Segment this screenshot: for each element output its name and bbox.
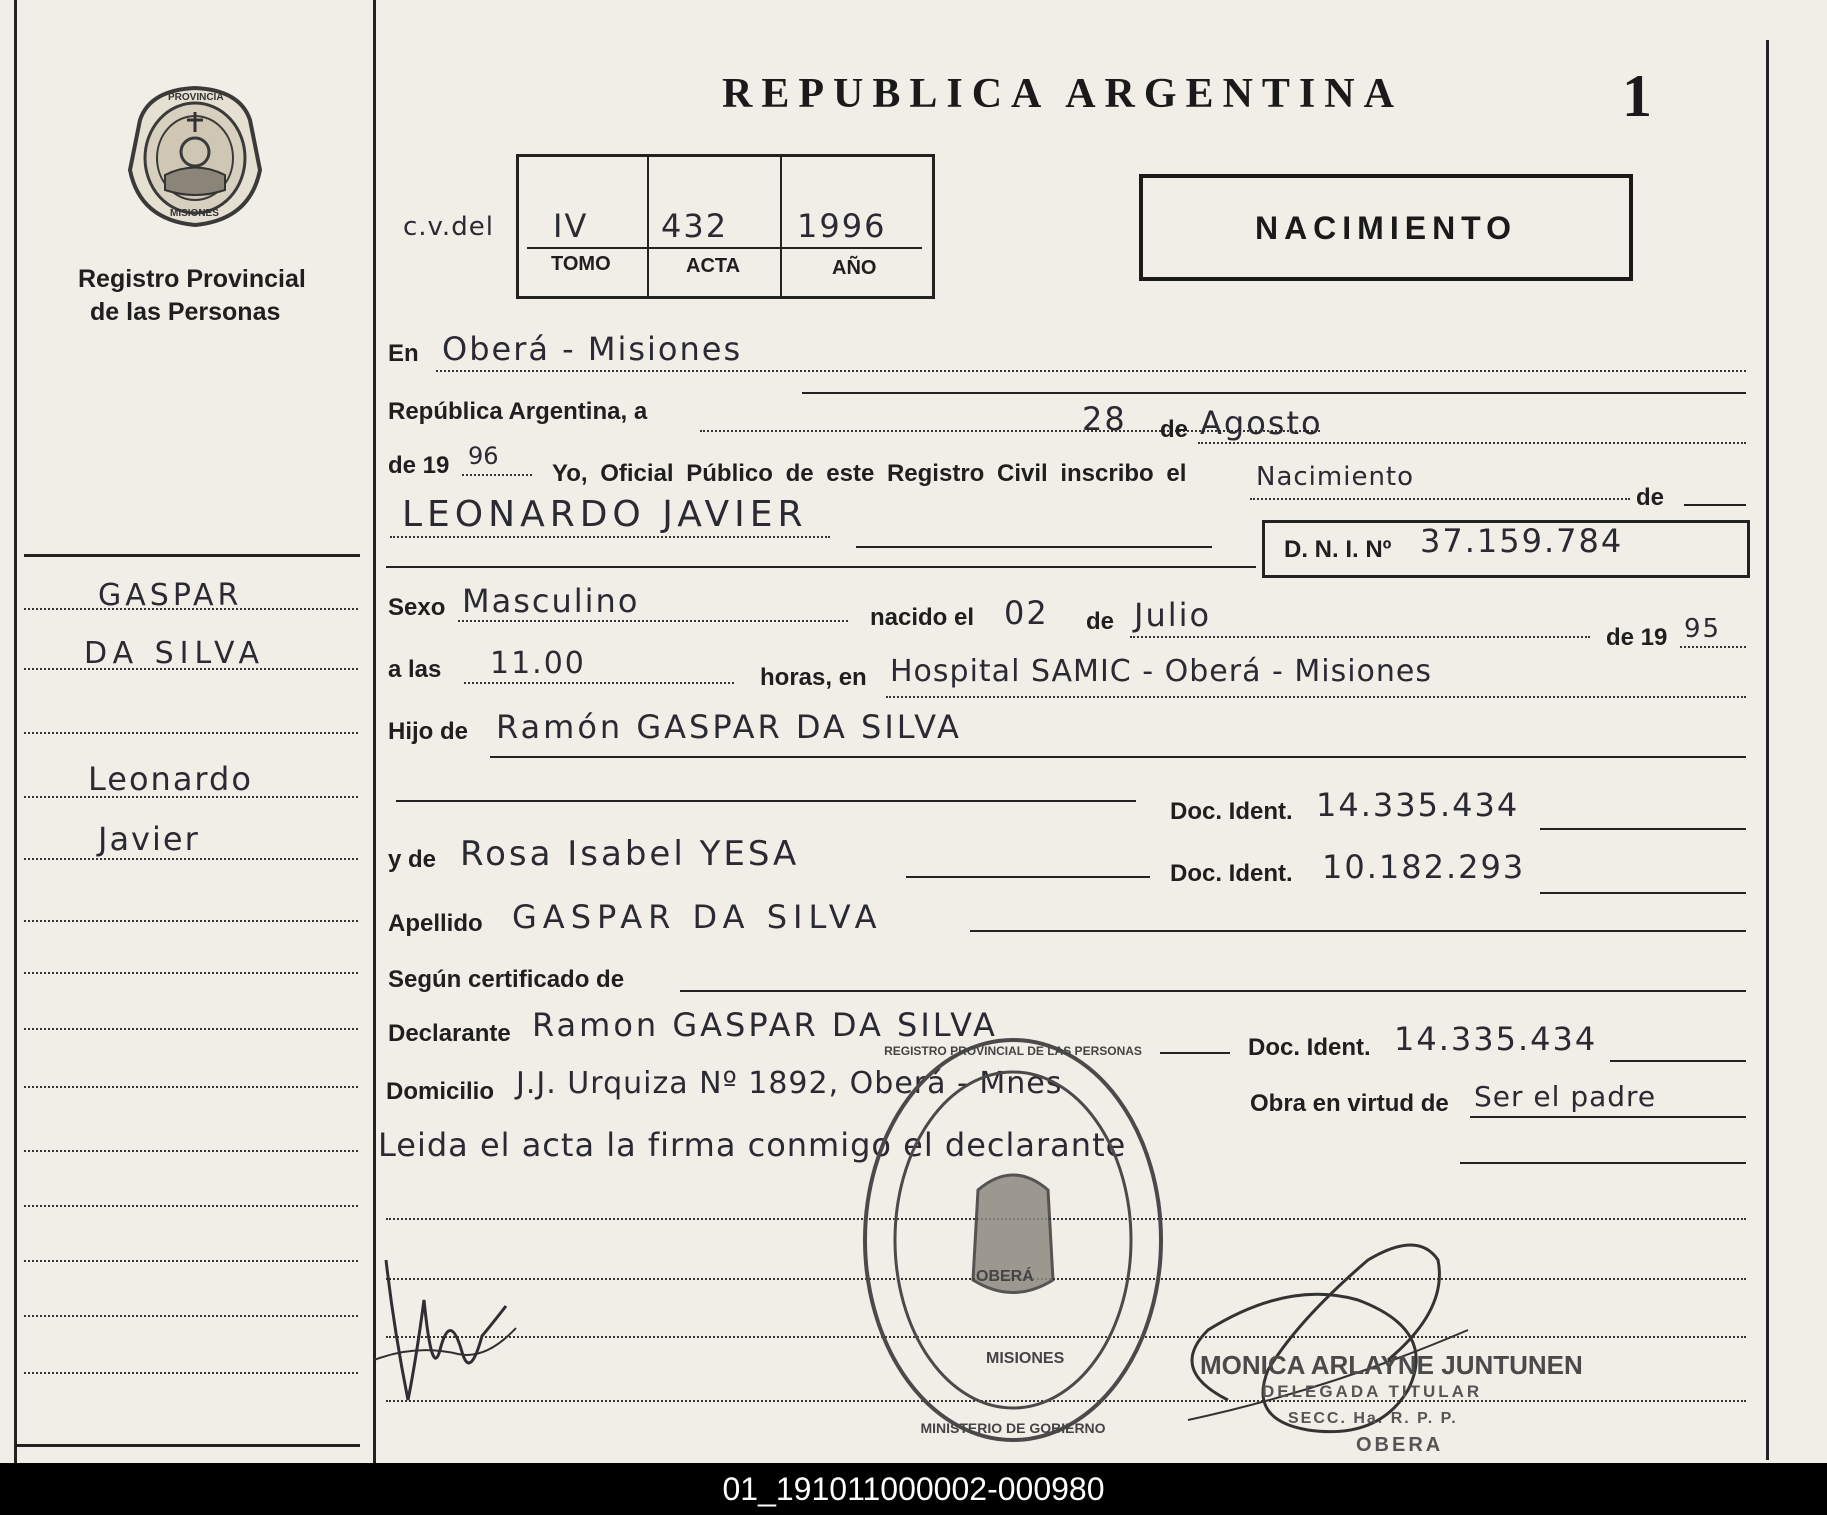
label-segun: Según certificado de (388, 966, 625, 993)
provincial-seal (120, 80, 270, 230)
value-dia: 28 (1082, 400, 1127, 438)
value-domicilio: J.J. Urquiza Nº 1892, Oberá - Mnes (516, 1066, 1063, 1101)
seal-text-top: PROVINCIA (168, 92, 224, 103)
margin-first-name-2: Javier (98, 820, 200, 858)
value-hora: 11.00 (490, 646, 586, 681)
signature-icon (366, 1240, 526, 1420)
left-column-top-rule (24, 554, 360, 557)
label-apellido: Apellido (388, 910, 483, 937)
right-border (1766, 40, 1769, 1460)
tomo-label: TOMO (551, 253, 611, 275)
stamp-ring-top: REGISTRO PROVINCIAL DE LAS PERSONAS (884, 1044, 1142, 1058)
label-de-ano: de 19 (388, 452, 450, 479)
margin-first-name-1: Leonardo (88, 760, 253, 798)
value-declarante-doc: 14.335.434 (1394, 1020, 1598, 1058)
ano-value: 1996 (797, 207, 887, 245)
value-acto: Nacimiento (1256, 462, 1415, 492)
value-padre: Ramón GASPAR DA SILVA (496, 708, 962, 746)
value-ano: 96 (468, 442, 499, 470)
value-apellido: GASPAR DA SILVA (512, 898, 883, 936)
value-nac-dia: 02 (1004, 594, 1049, 632)
value-lugar-nac: Hospital SAMIC - Oberá - Misiones (890, 654, 1433, 689)
label-declarante: Declarante (388, 1020, 511, 1047)
value-mes: Agosto (1200, 404, 1323, 442)
document-type-box (1139, 174, 1633, 281)
label-republica: República Argentina, a (388, 398, 648, 425)
label-en: En (388, 340, 419, 367)
label-nacido: nacido el (870, 604, 975, 631)
value-madre-doc: 10.182.293 (1322, 848, 1526, 886)
label-horas-en: horas, en (760, 664, 867, 691)
registry-name-line2: de las Personas (90, 298, 281, 326)
value-observacion: Leida el acta la firma conmigo el declarante (378, 1126, 1127, 1164)
official-role: DELEGADA TITULAR (1262, 1382, 1483, 1401)
label-a-las: a las (388, 656, 442, 683)
label-dni: D. N. I. Nº (1284, 536, 1392, 563)
left-column-border (14, 0, 17, 1463)
tomo-value: IV (553, 207, 589, 245)
stamp-icon (858, 1030, 1168, 1450)
label-sexo: Sexo (388, 594, 446, 621)
label-hijo-de: Hijo de (388, 718, 469, 745)
label-de-after: de (1636, 484, 1665, 511)
registration-table (516, 154, 935, 299)
label-oficial: Yo, Oficial Público de este Registro Civil inscribo el (552, 460, 1187, 487)
label-obra: Obra en virtud de (1250, 1090, 1449, 1117)
value-declarante: Ramon GASPAR DA SILVA (532, 1006, 998, 1044)
registration-prefix: c.v.del (403, 212, 494, 242)
label-y-de: y de (388, 846, 437, 873)
footer-identifier: 01_191011000002-000980 (0, 1463, 1827, 1515)
value-dni: 37.159.784 (1420, 522, 1624, 560)
value-madre: Rosa Isabel YESA (460, 834, 800, 874)
label-doc-ident-madre: Doc. Ident. (1170, 860, 1293, 887)
label-de-year: de 19 (1606, 624, 1668, 651)
value-nac-ano: 95 (1684, 614, 1722, 644)
margin-surname-1: GASPAR (98, 578, 243, 613)
page-number: 1 (1622, 63, 1652, 129)
label-doc-ident-padre: Doc. Ident. (1170, 798, 1293, 825)
label-domicilio: Domicilio (386, 1078, 495, 1105)
value-lugar: Oberá - Misiones (442, 330, 743, 368)
official-office: SECC. Ha. R. P. P. (1288, 1410, 1458, 1427)
declarant-signature (366, 1240, 526, 1420)
label-de-mes: de (1160, 416, 1189, 443)
label-doc-ident-declarante: Doc. Ident. (1248, 1034, 1371, 1061)
value-obra: Ser el padre (1474, 1080, 1657, 1113)
ano-label: AÑO (832, 257, 877, 279)
official-name: MONICA ARLAYNE JUNTUNEN (1200, 1350, 1583, 1380)
value-nac-mes: Julio (1134, 596, 1212, 634)
stamp-ring-bottom: MINISTERIO DE GOBIERNO (920, 1420, 1106, 1436)
value-padre-doc: 14.335.434 (1316, 786, 1520, 824)
stamp-center-1: OBERÁ (976, 1268, 1034, 1285)
margin-surname-2: DA SILVA (84, 636, 266, 671)
registry-name-line1: Registro Provincial (78, 265, 306, 293)
seal-text-bottom: MISIONES (170, 208, 219, 219)
official-city: OBERA (1356, 1434, 1444, 1456)
page-title: REPUBLICA ARGENTINA (722, 71, 1403, 117)
value-nombre: LEONARDO JAVIER (402, 494, 808, 535)
label-de-mid: de (1086, 608, 1115, 635)
left-column-bottom-rule (16, 1444, 360, 1447)
acta-value: 432 (661, 207, 729, 245)
stamp-center-2: MISIONES (986, 1350, 1065, 1367)
value-sexo: Masculino (462, 582, 640, 620)
official-round-stamp (858, 1030, 1168, 1450)
acta-label: ACTA (686, 255, 741, 277)
document-type: NACIMIENTO (1254, 210, 1518, 246)
